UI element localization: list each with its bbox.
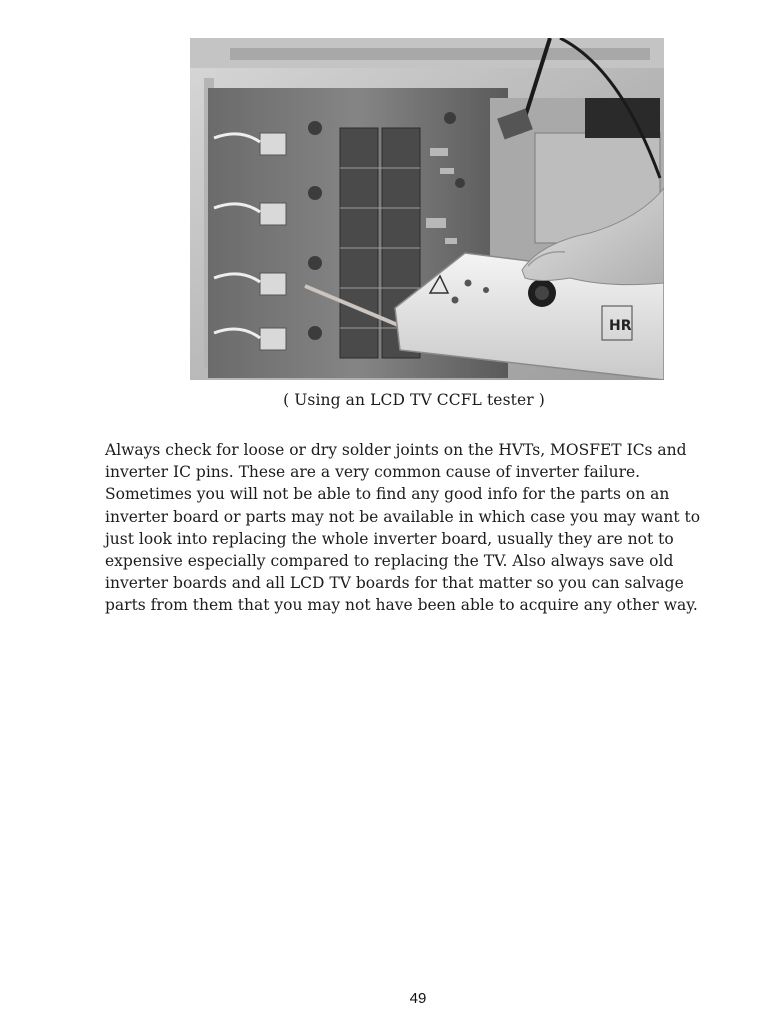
body-line: Always check for loose or dry solder joints on the HVTs, MOSFET ICs and <box>105 441 687 459</box>
body-paragraph <box>105 439 745 617</box>
body-line: Sometimes you will not be able to find any good info for the parts on an <box>105 485 670 504</box>
body-line: inverter boards and all LCD TV boards for that matter so you can salvage <box>105 574 684 593</box>
inverter-board-photo <box>190 38 664 380</box>
tester-brand-label: HR <box>609 318 632 334</box>
body-line: parts from them that you may not have been able to acquire any other way. <box>105 596 698 615</box>
body-line: expensive especially compared to replacing the TV. Also always save old <box>105 552 674 571</box>
page-number: 49 <box>409 990 427 1007</box>
body-line: just look into replacing the whole inverter board, usually they are not to <box>105 529 674 548</box>
body-line: inverter IC pins. These are a very common cause of inverter failure. <box>105 463 641 482</box>
figure-caption: ( Using an LCD TV CCFL tester ) <box>283 391 545 409</box>
body-line: inverter board or parts may not be available in which case you may want to <box>105 507 701 526</box>
